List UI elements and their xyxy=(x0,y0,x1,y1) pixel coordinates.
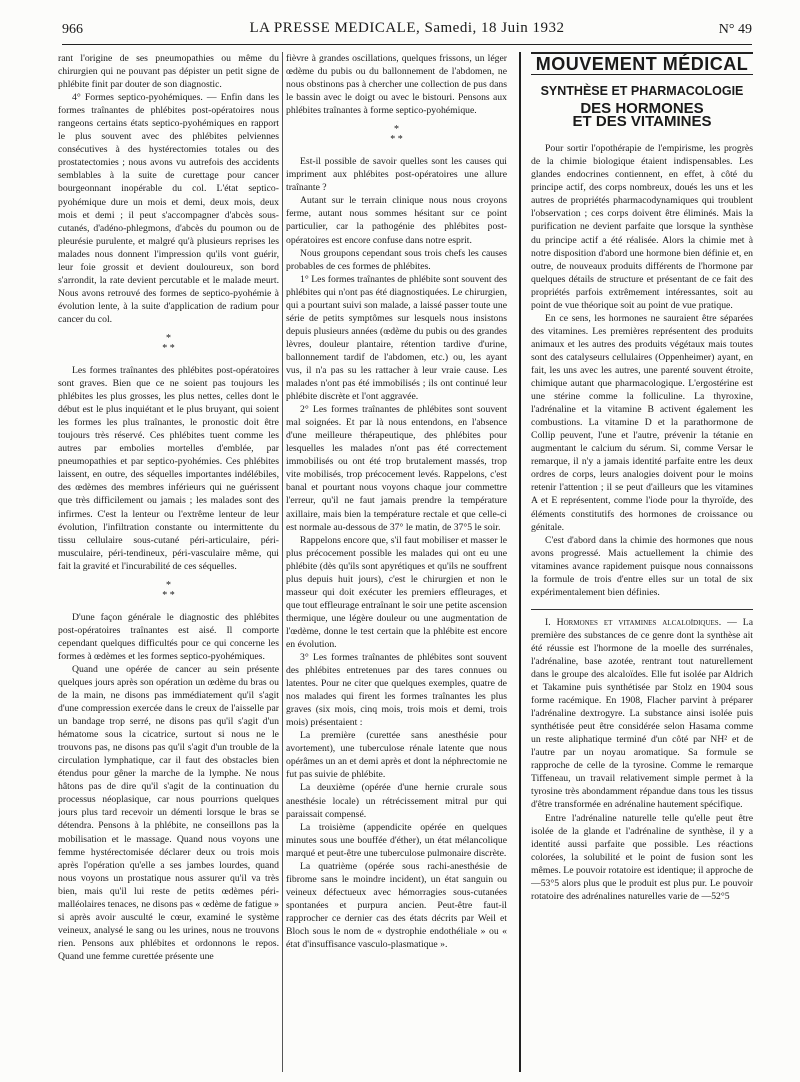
paragraph: 1° Les formes traînantes de phlébite sont souvent des phlébites qui n'ont pas été diagnostiquées. Le chirurgien, qui a pourtant suivi son malade, a laissé passer toute une série de petits symptômes sur lesquels nous insistons depuis plusieurs années (œdème du pubis ou des grandes lèvres, douleur plantaire, rétention tardive d'urine, ballonnement tardif de l'abdomen, etc.) ou, les ayant vus, il n'a pas su les rattacher à leur vraie cause. Les malades n'ont pas été immobilisés ; ils ont continué leur phlébite discrète et l'ont aggravée. xyxy=(286,273,507,403)
section-heading-box xyxy=(531,52,753,75)
paragraph: 2° Les formes traînantes de phlébites sont souvent mal soignées. Et par là nous entendons, en l'absence d'une meilleure thérapeutique, des phlébites pour lesquelles les malades n'ont pas été correctement immobilisés ou ont été trop brutalement massés, trop vite mobilisés, trop précocement levés. Rappelons, c'est banal et pourtant nous voyons chaque jour commettre l'erreur, qu'il ne faut jamais prendre la température axillaire, mais bien la température rectale et que celle-ci est normale au-dessous de 37° le matin, de 37°5 le soir. xyxy=(286,404,507,533)
paragraph: rant l'origine de ses pneumopathies ou même du chirurgien qui ne pouvant pas dépister un petit signe de phlébite finit par douter de son diagnostic. xyxy=(58,53,279,91)
paragraph: 4° Formes septico-pyohémiques. — Enfin dans les formes traînantes de phlébites post-opératoires nous rangeons certains états septico-pyohémiques en rapport le plus souvent avec des phlébites pelviennes consécutives à des hystérectomies totales ou des prostatectomies ; nous avons vu autrefois des accidents semblables à la suite de curettage pour cancer bourgeonnant inopérable du col. L'état septico-pyohémique dure un mois et demi, deux mois, deux mois et demi ; il peut s'accompagner d'abcès sous-cutanés, d'adéno-phlegmons, d'abcès du poumon ou de pleurésie purulente, et malgré qu'à plusieurs reprises les malades nous donnent l'impression qu'ils vont guérir, leur foie grossit et devient douloureux, son bord s'arrondit, la rate devient percutable et le malade meurt. Nous avons retrouvé des formes de septico-pyohémie à évolution lente, à la suite d'application de radium pour cancer du col. xyxy=(58,92,279,325)
section-separator xyxy=(531,609,753,610)
paragraph: La première (curettée sans anesthésie pour avortement), une tuberculose rénale latente que nous opérâmes un an et demi après et dont la néphrectomie ne fut pas suivie de phlébite. xyxy=(286,730,507,781)
paragraph: Entre l'adrénaline naturelle telle qu'elle peut être isolée de la glande et l'adrénaline de synthèse, il y a identité aussi parfaite que possible. Les réactions colorées, la solubilité et le point de fusion sont les mêmes. Le pouvoir rotatoire est identique; il approche de —53°5 alors plus que le produit est plus pur. Le pouvoir rotatoire des adrénalines naturelles varie de —52°5 xyxy=(531,812,753,902)
column-1 xyxy=(58,52,279,1072)
article-title xyxy=(531,84,753,131)
section-stars: * * * xyxy=(162,579,175,601)
paragraph: C'est d'abord dans la chimie des hormones que nous avons progressé. Mais actuellement la chimie des vitamines avance rapidement puisque nous connaissons la formule de trois d'entre elles sur un total de six expérimentalement bien définies. xyxy=(531,534,753,598)
journal-title: LA PRESSE MEDICALE, Samedi, 18 Juin 1932 xyxy=(249,20,565,36)
subsection-heading: I. Hormones et vitamines alcaloïdiques. xyxy=(545,616,722,628)
paragraph: Est-il possible de savoir quelles sont les causes qui impriment aux phlébites post-opératoires une allure traînante ? xyxy=(286,156,507,194)
section-stars: * * * xyxy=(390,124,403,146)
paragraph: La quatrième (opérée sous rachi-anesthésie de fibrome sans le moindre incident), un état sanguin ou veineux défectueux avec hémorragies sous-cutanées spontanées et purpura ancien. Peut-être faut-il rapprocher ce dernier cas des états décrits par Weil et Bloch sous le nom de « dystrophie endothéliale » ou « état d'insuffisance vasculo-plasmatique ». xyxy=(286,860,507,951)
paragraph: Autant sur le terrain clinique nous nous croyons ferme, autant nous sommes hésitant sur ce point particulier, car la pathogénie des phlébites post-opératoires est encore confuse dans notre esprit. xyxy=(286,195,507,246)
article-title-line-3: ET DES VITAMINES xyxy=(572,113,712,131)
paragraph: Quand une opérée de cancer au sein présente quelques jours après son opération un œdème du bras ou de la main, ne disons pas immédiatement qu'il s'agit d'une compression exercée dans le creux de l'aisselle par un bandage trop serré, ne disons pas qu'il s'agit d'un hématome sous la cicatrice, surtout si nous ne le trouvons pas, ne disons pas qu'il s'agit d'un trouble de la circulation lymphatique, car il faut des obstacles bien étendus pour gêner la marche de la lymphe. Ne nous hâtons pas de dire qu'il s'agit de la continuation du processus néoplasique, car nous pourrions quelques jours plus tard recevoir un démenti lorsque le bras se détendra. Pensons à la phlébite, ne conseillons pas la mobilisation et le massage. Quand nous voyons une femme hystérectomisée déclarer deux ou trois mois après l'opération qu'elle a ses jambes lourdes, quand nous voyons un prostatique nous assurer qu'il va très bien, mais qu'il lui reste de petits œdèmes péri-malléolaires tenaces, ne disons pas « œdème de fatigue » si après avoir ausculté le cœur, examiné le système veineux, analysé le sang ou les urines, nous ne trouvons rien. Pensons aux phlébites et ordonnons le repos. Quand une femme curettée présente une xyxy=(58,663,279,962)
column-divider-2 xyxy=(519,52,521,1072)
paragraph: Rappelons encore que, s'il faut mobiliser et masser le plus précocement possible les malades qui ont eu une phlébite (dès qu'ils sont apyrétiques et qu'ils ne souffrent plus depuis huit jours), c'est le chirurgien et non le masseur qui doit exécuter les premiers effleurages, et que tout effleurage entraînant le soir une petite ascension thermique, une légère douleur ou une augmentation de l'œdème, donne le test certain que la phlébite est encore en évolution. xyxy=(286,534,507,650)
paragraph: La troisième (appendicite opérée en quelques minutes sous une bouffée d'éther), un état mélancolique marqué et peut-être une tuberculose pulmonaire discrète. xyxy=(286,821,507,859)
article-title-line-2: DES HORMONES xyxy=(580,100,704,118)
paragraph: Nous groupons cependant sous trois chefs les causes probables de ces formes de phlébites. xyxy=(286,247,507,272)
column-3 xyxy=(531,52,753,1072)
page-number: 966 xyxy=(62,22,83,37)
section-title: MOUVEMENT MÉDICAL xyxy=(535,54,749,74)
page-header xyxy=(62,18,752,45)
paragraph: 3° Les formes traînantes de phlébites sont souvent des phlébites entretenues par des tares connues ou latentes. Pour ne citer que quelques exemples, quatre de nos malades qui firent les formes traînantes les plus graves (six mois, cinq mois, trois mois et demi, trois mois) présentaient : xyxy=(286,652,507,729)
paragraph-text: — La première des substances de ce genre dont la synthèse ait été réussie est l'hormone de la moelle des surrénales, l'adrénaline, base azotée, rentrant tout naturellement dans le groupe des alcaloïdes. Elle fut isolée par Aldrich et Takamine puis synthétisée par Stolz en 1904 sous forme racémique. En 1908, Flacher parvint à préparer l'adrénaline dextrogyre. La substance ainsi isolée puis synthétisée peut être considérée selon Hasama comme un reste aliphatique terminé d'un côté par NH² et de l'autre par un noyau aromatique. Sa formule se rapproche de celle de la tyrosine. Comme le remarque Tiffeneau, un travail relativement simple permet à la tyrosine très abondamment répandue dans tous les tissus d'être transformée en adrénaline hautement spécifique. xyxy=(531,616,753,811)
paragraph xyxy=(531,616,753,812)
paragraph: D'une façon générale le diagnostic des phlébites post-opératoires traînantes est aisé. Il comporte cependant quelques difficultés pour ce qui concerne les formes à œdèmes et les formes septico-pyohémiques. xyxy=(58,611,279,662)
paragraph: Les formes traînantes des phlébites post-opératoires sont graves. Bien que ce ne soient pas toujours les phlébites les plus grosses, les plus nettes, celles dont le début est le plus inquiétant et le plus bruyant, qui soient les formes les plus traînantes, le pronostic doit être toujours très réservé. Ces phlébites tuent comme les autres par embolies mortelles d'emblée, par pneumopathies et par septico-pyohémies. Ces phlébites laissent, en outre, des séquelles importantes indélébiles, des œdèmes des membres inférieurs qui ne guérissent que très difficilement ou jamais ; les malades sont des infirmes. C'est la lenteur ou l'extrême lenteur de leur évolution, l'infiltration constante ou intermittente du tissu cellulaire sous-cutané péri-articulaire, péri-musculaire, péri-tendineux, péri-vasculaire même, qui fait la gravité et l'incurabilité de ces séquelles. xyxy=(58,364,279,572)
paragraph: La deuxième (opérée d'une hernie crurale sous anesthésie locale) un rétrécissement mitral pur qui paraissait compensé. xyxy=(286,782,507,820)
paragraph: fièvre à grandes oscillations, quelques frissons, un léger œdème du pubis ou du ballonnement de l'abdomen, ne nous obstinons pas à chercher une collection de pus dans le bassin avec le doigt ou avec le bistouri. Pensons aux phlébites traînantes à forme septico-pyohémique. xyxy=(286,53,507,117)
article-title-line-1: SYNTHÈSE ET PHARMACOLOGIE xyxy=(540,84,744,99)
paragraph: En ce sens, les hormones ne sauraient être séparées des vitamines. Les premières représentent des produits animaux et les autres des produits végétaux mais toutes sont des catalyseurs cellulaires (Oppenheimer) ayant, en fait, les uns avec les autres, une parenté souvent étroite, chimique autant que pharmacologique. L'ergostérine est une stérine comme la folliculine. La thyroxine, l'adrénaline et la vitamine B activent également les combustions. La vitamine D et la parathormone de Collip peuvent, l'une et l'autre, prévenir la tétanie en augmentant le calcium du sérum. Si, comme Versar le remarque, il n'y a jamais identité parfaite entre les deux ordres de corps, leurs analogies doivent pour le moins retenir l'attention ; il se peut d'ailleurs que les vitamines A et E représentent, comme l'iode pour la thyroïde, des éléments constitutifs des hormones de croissance ou génitale. xyxy=(531,312,753,533)
column-2 xyxy=(286,52,507,1072)
paragraph: Pour sortir l'opothérapie de l'empirisme, les progrès de la chimie biologique étaient indispensables. Les glandes endocrines contiennent, en effet, à côté du principe actif, des corps nombreux, doués les uns et les autres de propriétés pharmacodynamiques qui troublent l'observation ; ces corps doivent être éliminés. Mais la purification ne devient parfaite que lorsque la synthèse du principe actif a été réalisée. Alors la chimie met à notre disposition d'abord une hormone bien définie et, en outre, de nouveaux produits différents de l'hormone par quelques détails de structure et présentant de ce fait des propriétés parfois extrêmement intéressantes, soit au point de vue théorique soit au point de vue pratique. xyxy=(531,143,753,311)
column-divider-1 xyxy=(282,52,283,1072)
section-stars: * * * xyxy=(162,332,175,354)
issue-number: N° 49 xyxy=(718,22,752,37)
